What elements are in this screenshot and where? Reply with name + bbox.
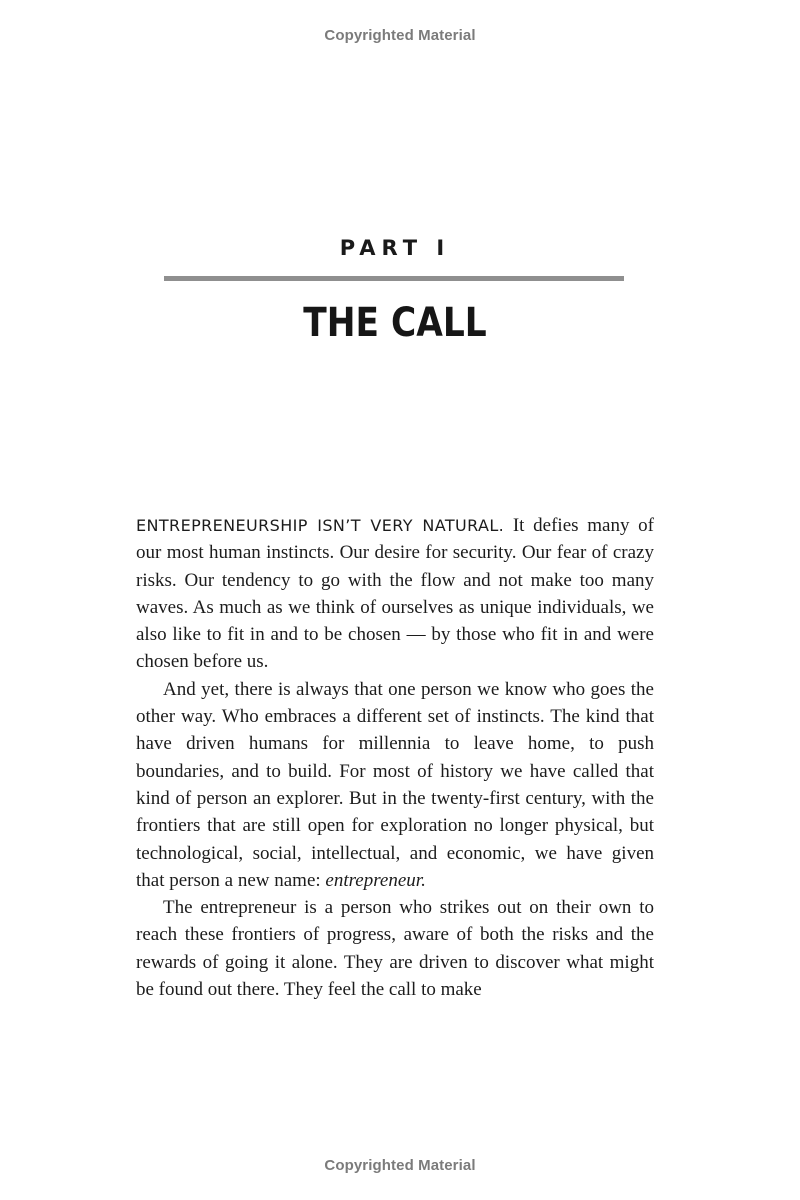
heading-divider (164, 276, 624, 281)
paragraph-3-text: The entrepreneur is a person who strikes out on their own to reach these frontiers of progress, aware of both the risks and the rewards of going it alone. They are driven to discover what might be found out there. They feel the call to make (136, 897, 654, 1001)
paragraph-1-text: It defies many of our most human instincts. Our desire for security. Our fear of crazy risks. Our tendency to go with the flow and not make too many waves. As much as we think of ourselves as unique individuals, we also like to fit in and to be chosen — by those who fit in and were chosen before us. (136, 515, 654, 673)
part-label: PART I (339, 236, 451, 260)
paragraph-3 (136, 894, 654, 1003)
copyright-watermark-bottom: Copyrighted Material (324, 1157, 476, 1174)
part-title: THE CALL (303, 300, 487, 346)
copyright-watermark-top: Copyrighted Material (324, 27, 476, 44)
paragraph-2-emphasis: entrepreneur. (325, 869, 426, 891)
body-text (136, 512, 654, 1003)
paragraph-2 (136, 676, 654, 894)
paragraph-lead-in: ENTREPRENEURSHIP ISN’T VERY NATURAL. (136, 516, 505, 535)
paragraph-1 (136, 512, 654, 676)
paragraph-2-text: And yet, there is always that one person we know who goes the other way. Who embraces a different set of instincts. The kind that have driven humans for millennia to leave home, to push boundaries, and to build. For most of history we have called that kind of person an explorer. But in the twenty-first century, with the frontiers that are still open for exploration no longer physical, but technological, social, intellectual, and economic, we have given that person a new name: (136, 678, 654, 891)
